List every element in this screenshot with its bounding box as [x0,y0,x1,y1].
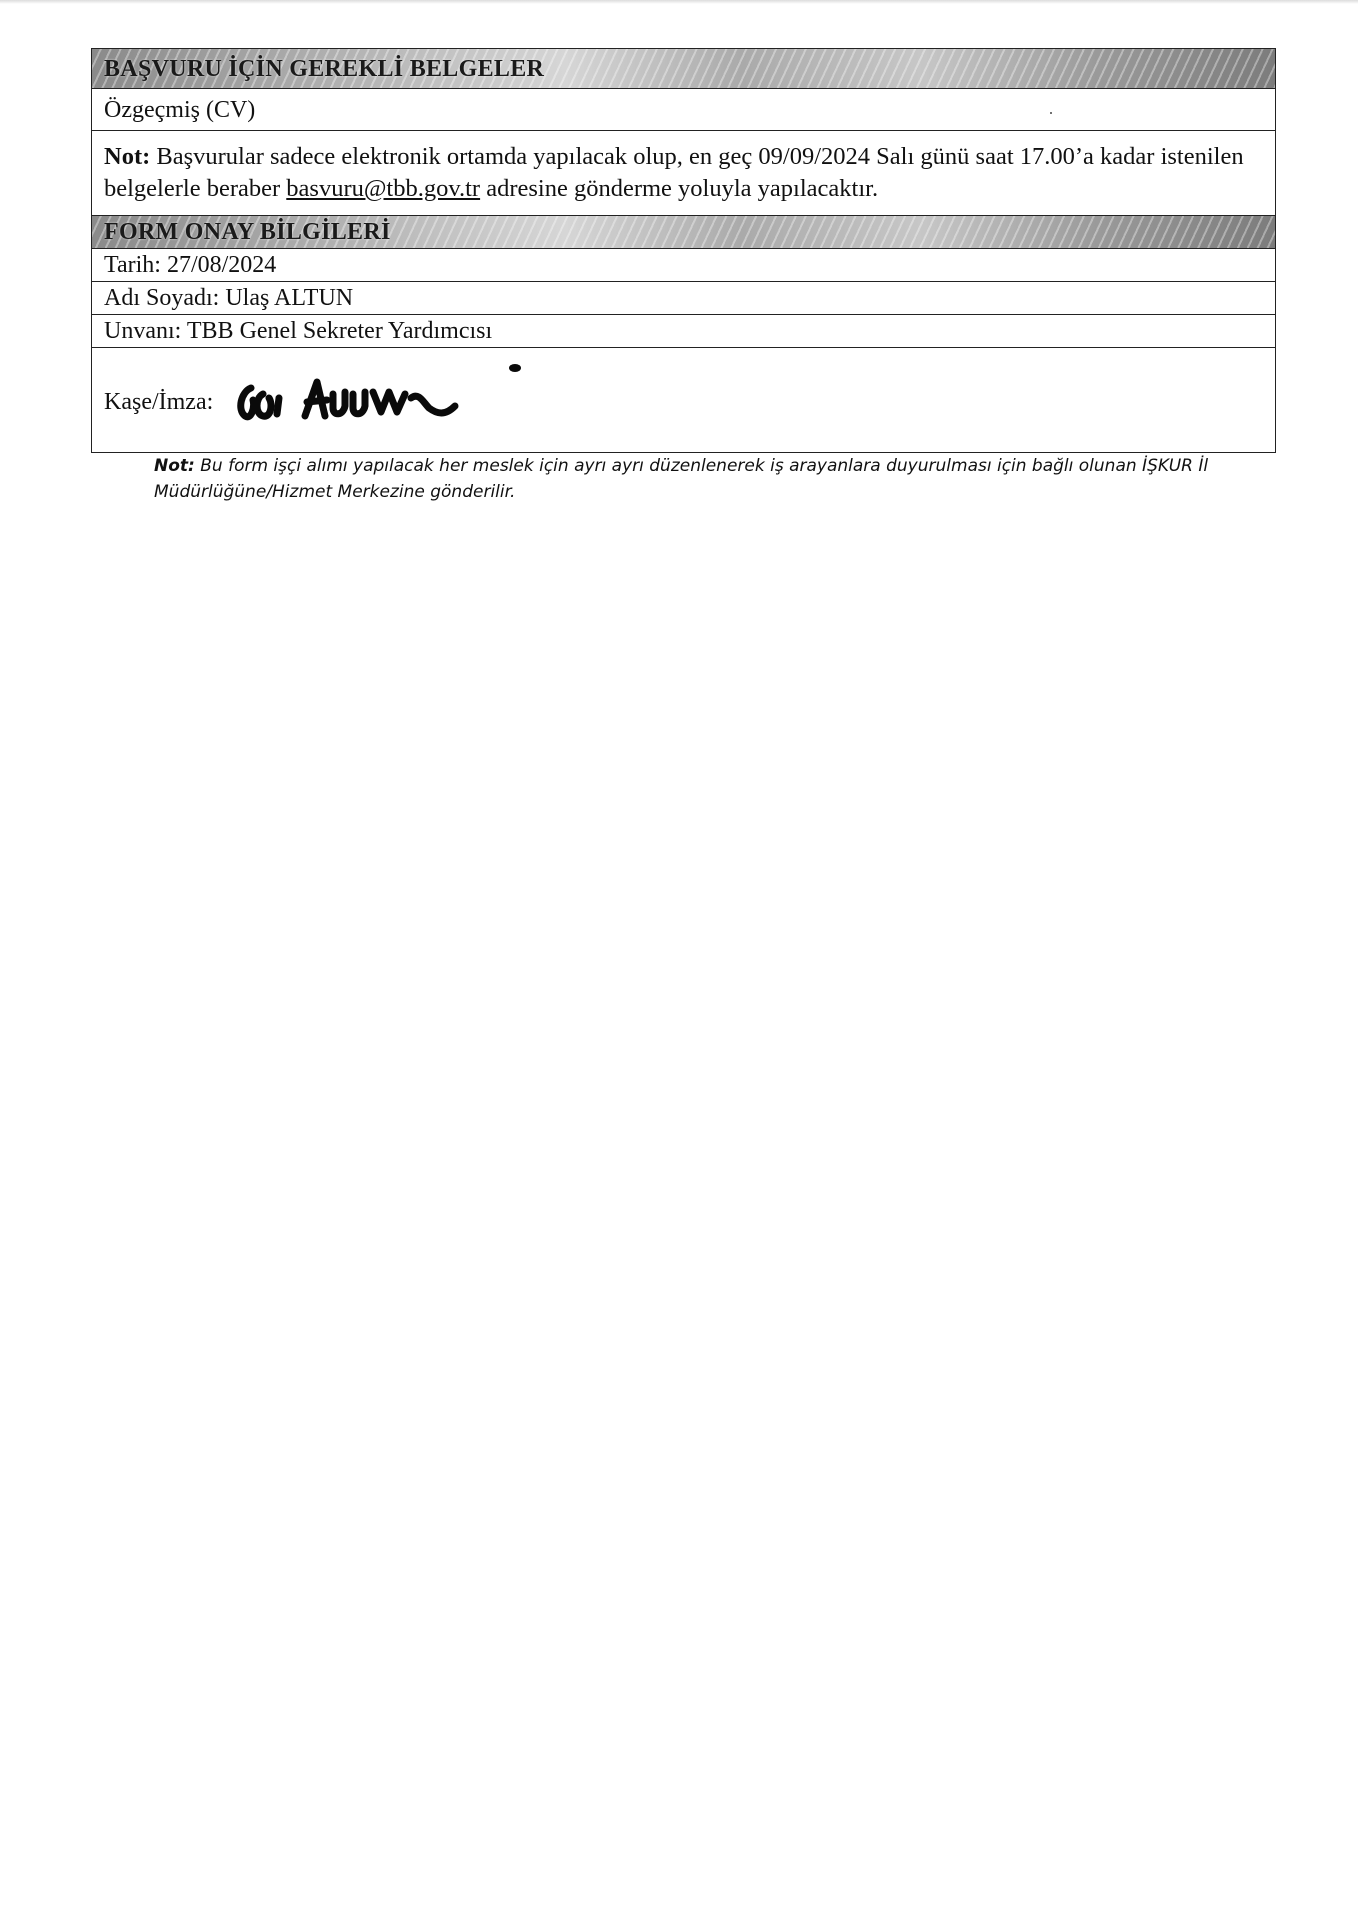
title-text: Unvanı: TBB Genel Sekreter Yardımcısı [104,318,493,344]
name-text: Adı Soyadı: Ulaş ALTUN [104,285,354,311]
stray-dot [1050,112,1052,114]
note-text-part2: adresine gönderme yoluyla yapılacaktır. [480,175,879,202]
name-field [92,282,1275,315]
signature-field [92,348,1275,452]
cv-item-text: Özgeçmiş (CV) [104,97,256,123]
application-form-table [91,48,1276,453]
title-field [92,315,1275,348]
signature-label: Kaşe/İmza: [104,389,214,415]
form-approval-header [92,216,1275,249]
required-documents-header-text: BAŞVURU İÇİN GEREKLİ BELGELER [104,56,545,82]
footnote-text: Bu form işçi alımı yapılacak her meslek için ayrı ayrı düzenlenerek iş arayanlara duyurulması için bağlı olunan İŞKUR İl Müdürlüğüne/Hizmet Merkezine gönderilir. [154,456,1209,502]
note-text-part1: Başvurular sadece elektronik ortamda yapılacak olup, en geç 09/09/2024 Salı günü saat 17.00’a kadar istenilen belgelerle beraber [104,143,1244,202]
footnote-label: Not: [154,456,195,476]
form-approval-header-text: FORM ONAY BİLGİLERİ [104,219,391,245]
date-field [92,249,1275,282]
note-label: Not: [104,143,151,170]
date-text: Tarih: 27/08/2024 [104,252,277,278]
email-link[interactable]: basvuru@tbb.gov.tr [286,175,481,202]
page-top-edge [0,0,1358,4]
signature-drawing [233,358,553,428]
required-document-item [92,89,1275,131]
application-note [92,131,1275,216]
handwritten-signature [233,358,553,437]
required-documents-header [92,49,1275,89]
footnote [154,453,1214,505]
